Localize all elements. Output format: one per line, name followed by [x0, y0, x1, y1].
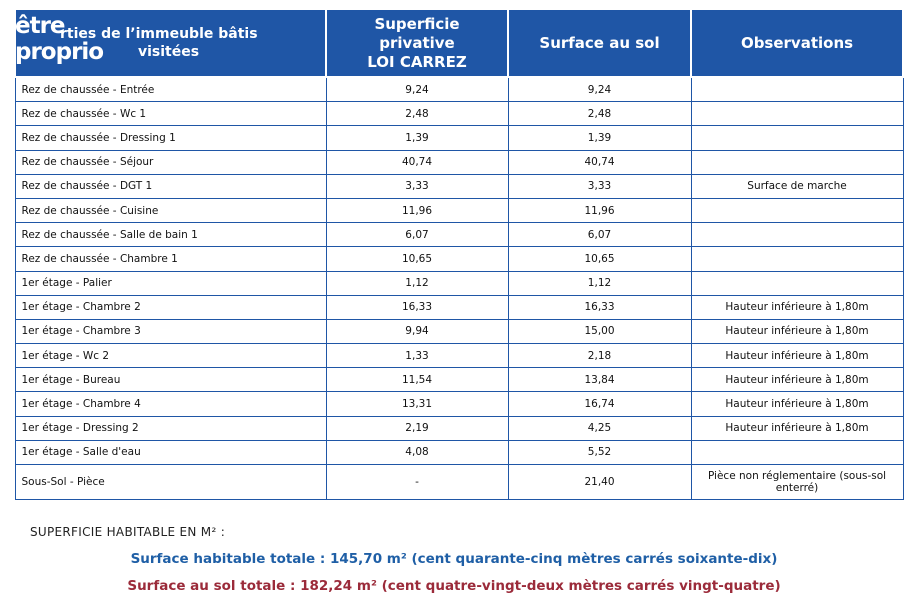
cell-carrez: 10,65: [326, 247, 508, 271]
cell-sol: 15,00: [508, 319, 691, 343]
table-header-row: [15, 9, 903, 77]
table-row: [15, 174, 903, 198]
cell-piece: Rez de chaussée - Cuisine: [15, 198, 326, 222]
summary-sol: Surface au sol totale : 182,24 m² (cent quatre-vingt-deux mètres carrés vingt-quatre): [127, 578, 781, 594]
cell-piece: Sous-Sol - Pièce: [15, 465, 326, 500]
cell-piece: Rez de chaussée - Salle de bain 1: [15, 223, 326, 247]
logo-line2: proprio: [15, 39, 104, 65]
cell-piece: Rez de chaussée - Séjour: [15, 150, 326, 174]
cell-observation: [691, 102, 903, 126]
cell-carrez: 6,07: [326, 223, 508, 247]
header-observations: Observations: [691, 9, 903, 77]
cell-sol: 40,74: [508, 150, 691, 174]
table-row: [15, 295, 903, 319]
cell-observation: Pièce non réglementaire (sous-sol enterré): [691, 465, 903, 500]
cell-sol: 21,40: [508, 465, 691, 500]
logo-line1: être: [15, 13, 65, 39]
surface-table-wrapper: [14, 8, 902, 500]
cell-carrez: 11,54: [326, 368, 508, 392]
header-privative: [326, 9, 508, 77]
table-row: [15, 77, 903, 102]
cell-sol: 16,33: [508, 295, 691, 319]
cell-carrez: 9,24: [326, 77, 508, 102]
cell-carrez: 16,33: [326, 295, 508, 319]
cell-observation: [691, 440, 903, 464]
cell-sol: 1,12: [508, 271, 691, 295]
cell-carrez: 1,39: [326, 126, 508, 150]
cell-sol: 3,33: [508, 174, 691, 198]
cell-piece: Rez de chaussée - Chambre 1: [15, 247, 326, 271]
cell-observation: [691, 126, 903, 150]
cell-piece: 1er étage - Chambre 3: [15, 319, 326, 343]
cell-piece: 1er étage - Bureau: [15, 368, 326, 392]
table-row: [15, 271, 903, 295]
cell-observation: [691, 77, 903, 102]
header-privative-line2: privative: [379, 33, 455, 52]
table-row: [15, 440, 903, 464]
cell-sol: 11,96: [508, 198, 691, 222]
surface-table: [14, 8, 904, 500]
header-sol: Surface au sol: [508, 9, 691, 77]
header-privative-line3: LOI CARREZ: [367, 52, 467, 71]
cell-carrez: 13,31: [326, 392, 508, 416]
cell-sol: 2,48: [508, 102, 691, 126]
cell-piece: 1er étage - Chambre 2: [15, 295, 326, 319]
cell-piece: Rez de chaussée - Entrée: [15, 77, 326, 102]
etre-proprio-logo: [15, 13, 125, 71]
cell-observation: [691, 247, 903, 271]
header-parts-line2: visitées: [138, 44, 200, 60]
cell-observation: Hauteur inférieure à 1,80m: [691, 368, 903, 392]
cell-sol: 1,39: [508, 126, 691, 150]
table-row: [15, 198, 903, 222]
cell-carrez: 40,74: [326, 150, 508, 174]
cell-carrez: 2,19: [326, 416, 508, 440]
summary-habitable: Surface habitable totale : 145,70 m² (cent quarante-cinq mètres carrés soixante-dix): [130, 551, 778, 567]
table-row: [15, 102, 903, 126]
cell-observation: [691, 198, 903, 222]
cell-piece: Rez de chaussée - Dressing 1: [15, 126, 326, 150]
cell-sol: 10,65: [508, 247, 691, 271]
cell-carrez: 1,12: [326, 271, 508, 295]
cell-sol: 4,25: [508, 416, 691, 440]
cell-carrez: 3,33: [326, 174, 508, 198]
table-row: [15, 247, 903, 271]
superficie-label: SUPERFICIE HABITABLE EN M² :: [30, 525, 226, 539]
cell-piece: 1er étage - Palier: [15, 271, 326, 295]
cell-observation: [691, 223, 903, 247]
cell-carrez: 1,33: [326, 344, 508, 368]
cell-observation: [691, 150, 903, 174]
table-row: [15, 319, 903, 343]
table-row: [15, 344, 903, 368]
cell-piece: 1er étage - Chambre 4: [15, 392, 326, 416]
cell-carrez: 2,48: [326, 102, 508, 126]
cell-carrez: 4,08: [326, 440, 508, 464]
cell-observation: Hauteur inférieure à 1,80m: [691, 295, 903, 319]
table-row: [15, 223, 903, 247]
header-privative-line1: Superficie: [374, 14, 460, 33]
cell-sol: 16,74: [508, 392, 691, 416]
cell-observation: Hauteur inférieure à 1,80m: [691, 344, 903, 368]
cell-carrez: 11,96: [326, 198, 508, 222]
cell-sol: 6,07: [508, 223, 691, 247]
cell-piece: 1er étage - Dressing 2: [15, 416, 326, 440]
cell-observation: [691, 271, 903, 295]
cell-observation: Hauteur inférieure à 1,80m: [691, 416, 903, 440]
cell-sol: 13,84: [508, 368, 691, 392]
table-row: [15, 126, 903, 150]
cell-piece: 1er étage - Salle d'eau: [15, 440, 326, 464]
table-body: [15, 77, 903, 500]
cell-piece: Rez de chaussée - Wc 1: [15, 102, 326, 126]
cell-observation: Hauteur inférieure à 1,80m: [691, 392, 903, 416]
cell-carrez: 9,94: [326, 319, 508, 343]
header-parts-line1: rties de l’immeuble bâtis: [60, 26, 258, 42]
cell-sol: 9,24: [508, 77, 691, 102]
table-row: [15, 465, 903, 500]
cell-observation: Surface de marche: [691, 174, 903, 198]
cell-piece: Rez de chaussée - DGT 1: [15, 174, 326, 198]
table-row: [15, 392, 903, 416]
table-row: [15, 150, 903, 174]
cell-piece: 1er étage - Wc 2: [15, 344, 326, 368]
cell-sol: 2,18: [508, 344, 691, 368]
cell-observation: Hauteur inférieure à 1,80m: [691, 319, 903, 343]
cell-carrez: -: [326, 465, 508, 500]
table-row: [15, 368, 903, 392]
cell-sol: 5,52: [508, 440, 691, 464]
table-row: [15, 416, 903, 440]
